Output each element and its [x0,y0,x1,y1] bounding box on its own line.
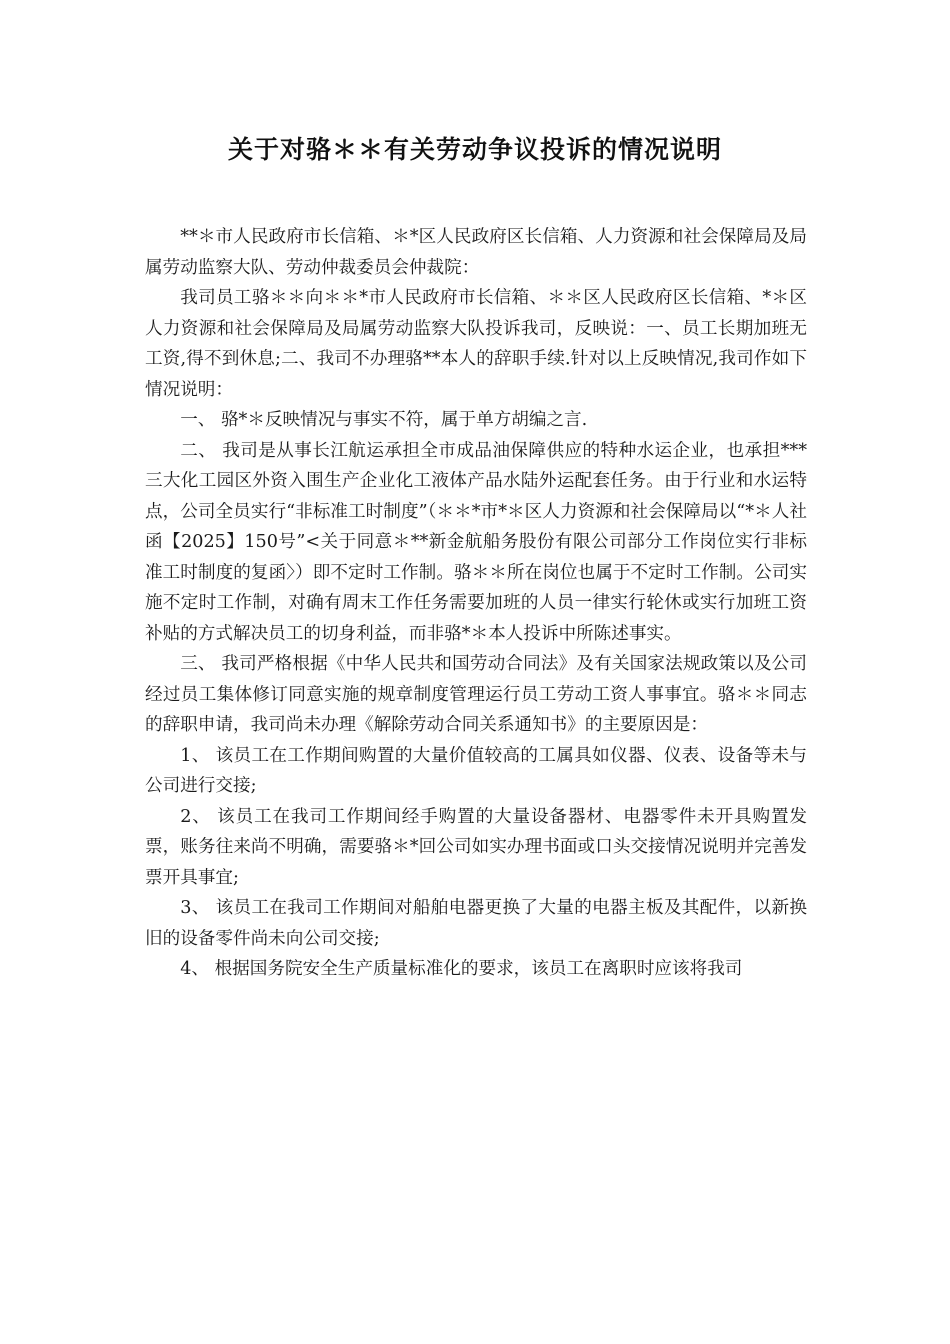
paragraph-point-one: 一、 骆*＊反映情况与事实不符，属于单方胡编之言. [180,410,588,430]
paragraph-item-3: 3、 该员工在我司工作期间对船舶电器更换了大量的电器主板及其配件，以新换旧的设备零件尚未向公司交接; [145,898,807,949]
paragraph-point-two: 二、 我司是从事长江航运承担全市成品油保障供应的特种水运企业，也承担***三大化工园区外资入围生产企业化工液体产品水陆外运配套任务。由于行业和水运特点，公司全员实行“非标准工时制度”（＊＊*市*＊区人力资源和社会保障局以“*＊人社函【2025】150号”<关于同意＊**新金航船务股份有限公司部分工作岗位实行非标准工时制度的复函〉）即不定时工作制。骆＊＊所在岗位也属于不定时工作制。公司实施不定时工作制，对确有周末工作任务需要加班的人员一律实行轮休或实行加班工资补贴的方式解决员工的切身利益，而非骆*＊本人投诉中所陈述事实。 [145,440,807,644]
paragraph-complaint-summary: 我司员工骆＊＊向＊＊*市人民政府市长信箱、＊＊区人民政府区长信箱、*＊区人力资源和社会保障局及局属劳动监察大队投诉我司，反映说：一、员工长期加班无工资,得不到休息;二、我司不办理骆**本人的辞职手续.针对以上反映情况,我司作如下情况说明： [145,288,807,400]
paragraph-addressee: **＊市人民政府市长信箱、＊*区人民政府区长信箱、人力资源和社会保障局及局属劳动监察大队、劳动仲裁委员会仲裁院： [145,227,807,278]
document-title: 关于对骆＊＊有关劳动争议投诉的情况说明 [227,135,722,164]
paragraph-item-4: 4、 根据国务院安全生产质量标准化的要求，该员工在离职时应该将我司 [180,959,743,979]
paragraph-item-1: 1、 该员工在工作期间购置的大量价值较高的工属具如仪器、仪表、设备等未与公司进行交接; [145,745,807,796]
paragraph-point-three: 三、 我司严格根据《中华人民共和国劳动合同法》及有关国家法规政策以及公司经过员工集体修订同意实施的规章制度管理运行员工劳动工资人事事宜。骆＊＊同志的辞职申请，我司尚未办理《解除劳动合同关系通知书》的主要原因是： [145,654,807,735]
paragraph-item-2: 2、 该员工在我司工作期间经手购置的大量设备器材、电器零件未开具购置发票，账务往来尚不明确，需要骆＊*回公司如实办理书面或口头交接情况说明并完善发票开具事宜; [145,806,807,888]
document-body [145,222,807,985]
